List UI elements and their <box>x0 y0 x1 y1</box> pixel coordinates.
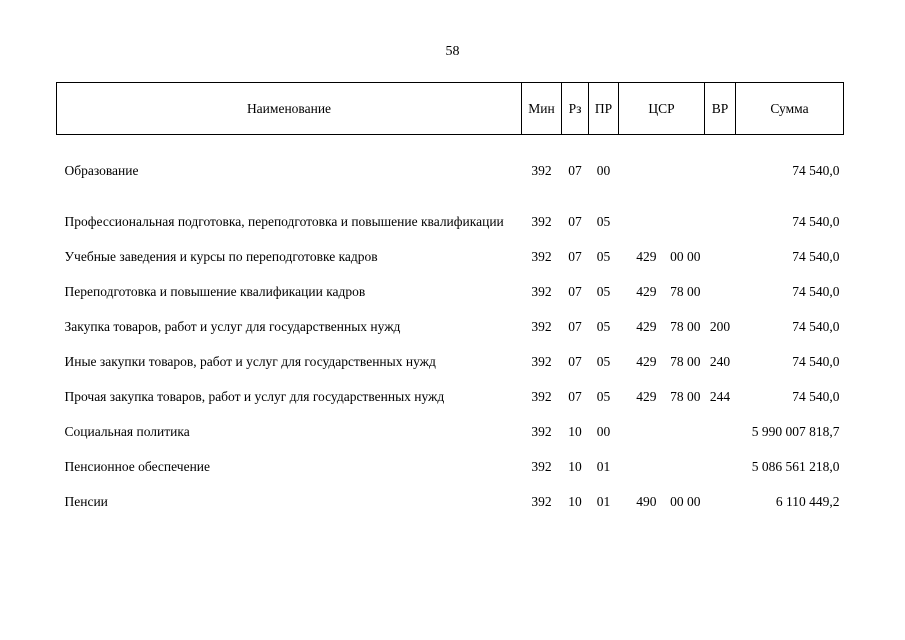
row-spacer <box>57 405 844 422</box>
row-csr-direction: 78 00 <box>670 284 701 299</box>
row-name: Образование <box>64 163 139 178</box>
row-sum: 5 990 007 818,7 <box>751 424 840 439</box>
row-csr <box>619 422 705 440</box>
row-name: Социальная политика <box>64 424 190 439</box>
row-rz: 10 <box>568 424 582 439</box>
row-rz: 07 <box>568 284 582 299</box>
row-pr: 01 <box>596 459 611 474</box>
row-min: 392 <box>531 214 552 229</box>
row-vr <box>705 155 736 179</box>
row-name: Профессиональная подготовка, переподготовка и повышение квалификации <box>64 214 504 229</box>
budget-table <box>56 82 844 510</box>
row-csr <box>619 387 705 405</box>
row-sum: 74 540,0 <box>792 284 840 299</box>
table-row <box>57 492 844 510</box>
row-vr <box>705 247 736 265</box>
row-csr <box>619 196 705 230</box>
table-row <box>57 457 844 475</box>
row-rz: 10 <box>568 459 582 474</box>
header-vr: ВР <box>705 83 736 135</box>
row-rz: 07 <box>568 389 582 404</box>
row-min: 392 <box>531 389 552 404</box>
row-pr: 05 <box>596 354 611 369</box>
row-sum: 74 540,0 <box>792 214 840 229</box>
table-row <box>57 155 844 179</box>
row-spacer <box>57 230 844 247</box>
header-rz: Рз <box>562 83 589 135</box>
row-min: 392 <box>531 459 552 474</box>
row-sum: 5 086 561 218,0 <box>751 459 840 474</box>
table-row <box>57 352 844 370</box>
page-number: 58 <box>445 44 460 59</box>
row-sum: 74 540,0 <box>792 249 840 264</box>
row-sum: 74 540,0 <box>792 319 840 334</box>
row-csr-program: 429 <box>636 284 657 299</box>
table-row <box>57 387 844 405</box>
row-pr: 00 <box>596 424 611 439</box>
row-csr-direction: 00 00 <box>670 494 701 509</box>
row-rz: 07 <box>568 214 582 229</box>
row-vr: 240 <box>709 354 731 369</box>
row-spacer <box>57 370 844 387</box>
header-min: Мин <box>522 83 562 135</box>
row-min: 392 <box>531 163 552 178</box>
row-vr <box>705 282 736 300</box>
row-csr-program: 429 <box>636 354 657 369</box>
row-min: 392 <box>531 354 552 369</box>
row-min: 392 <box>531 424 552 439</box>
row-csr <box>619 492 705 510</box>
row-rz: 10 <box>568 494 582 509</box>
row-name: Прочая закупка товаров, работ и услуг для государственных нужд <box>64 389 445 404</box>
row-csr-program: 429 <box>636 249 657 264</box>
header-name: Наименование <box>57 83 522 135</box>
row-csr-direction: 78 00 <box>670 354 701 369</box>
row-sum: 74 540,0 <box>792 163 840 178</box>
row-spacer <box>57 335 844 352</box>
row-min: 392 <box>531 284 552 299</box>
header-pr: ПР <box>589 83 619 135</box>
row-pr: 05 <box>596 249 611 264</box>
row-spacer <box>57 135 844 156</box>
row-spacer <box>57 179 844 196</box>
row-csr-program: 429 <box>636 389 657 404</box>
row-csr <box>619 282 705 300</box>
row-name: Пенсионное обеспечение <box>64 459 211 474</box>
row-rz: 07 <box>568 319 582 334</box>
row-spacer <box>57 475 844 492</box>
table-row <box>57 317 844 335</box>
table-row <box>57 282 844 300</box>
row-csr <box>619 155 705 179</box>
row-csr <box>619 317 705 335</box>
row-rz: 07 <box>568 249 582 264</box>
row-vr <box>705 457 736 475</box>
row-csr-direction: 00 00 <box>670 249 701 264</box>
row-name: Иные закупки товаров, работ и услуг для государственных нужд <box>64 354 436 369</box>
row-sum: 74 540,0 <box>792 389 840 404</box>
row-pr: 05 <box>596 389 611 404</box>
row-pr: 05 <box>596 284 611 299</box>
row-min: 392 <box>531 494 552 509</box>
table-row <box>57 247 844 265</box>
row-vr <box>705 422 736 440</box>
row-name: Переподготовка и повышение квалификации кадров <box>64 284 366 299</box>
row-sum: 74 540,0 <box>792 354 840 369</box>
row-name: Пенсии <box>64 494 108 509</box>
table-row <box>57 196 844 230</box>
row-vr: 200 <box>709 319 731 334</box>
row-spacer <box>57 300 844 317</box>
row-rz: 07 <box>568 163 582 178</box>
table-header <box>57 83 844 135</box>
row-csr <box>619 457 705 475</box>
row-spacer <box>57 440 844 457</box>
row-min: 392 <box>531 249 552 264</box>
row-pr: 05 <box>596 319 611 334</box>
row-csr-program: 490 <box>636 494 657 509</box>
row-csr <box>619 247 705 265</box>
row-spacer <box>57 265 844 282</box>
row-csr-direction: 78 00 <box>670 389 701 404</box>
row-vr <box>705 492 736 510</box>
table-body <box>57 135 844 511</box>
header-sum: Сумма <box>736 83 844 135</box>
row-vr <box>705 196 736 230</box>
row-name: Закупка товаров, работ и услуг для государственных нужд <box>64 319 401 334</box>
row-name: Учебные заведения и курсы по переподготовке кадров <box>64 249 378 264</box>
row-pr: 05 <box>596 214 611 229</box>
row-vr: 244 <box>709 389 731 404</box>
table-row <box>57 422 844 440</box>
header-csr: ЦСР <box>619 83 705 135</box>
row-sum: 6 110 449,2 <box>775 494 840 509</box>
row-csr-program: 429 <box>636 319 657 334</box>
row-min: 392 <box>531 319 552 334</box>
row-pr: 01 <box>596 494 611 509</box>
row-csr <box>619 352 705 370</box>
row-pr: 00 <box>596 163 611 178</box>
row-csr-direction: 78 00 <box>670 319 701 334</box>
row-rz: 07 <box>568 354 582 369</box>
